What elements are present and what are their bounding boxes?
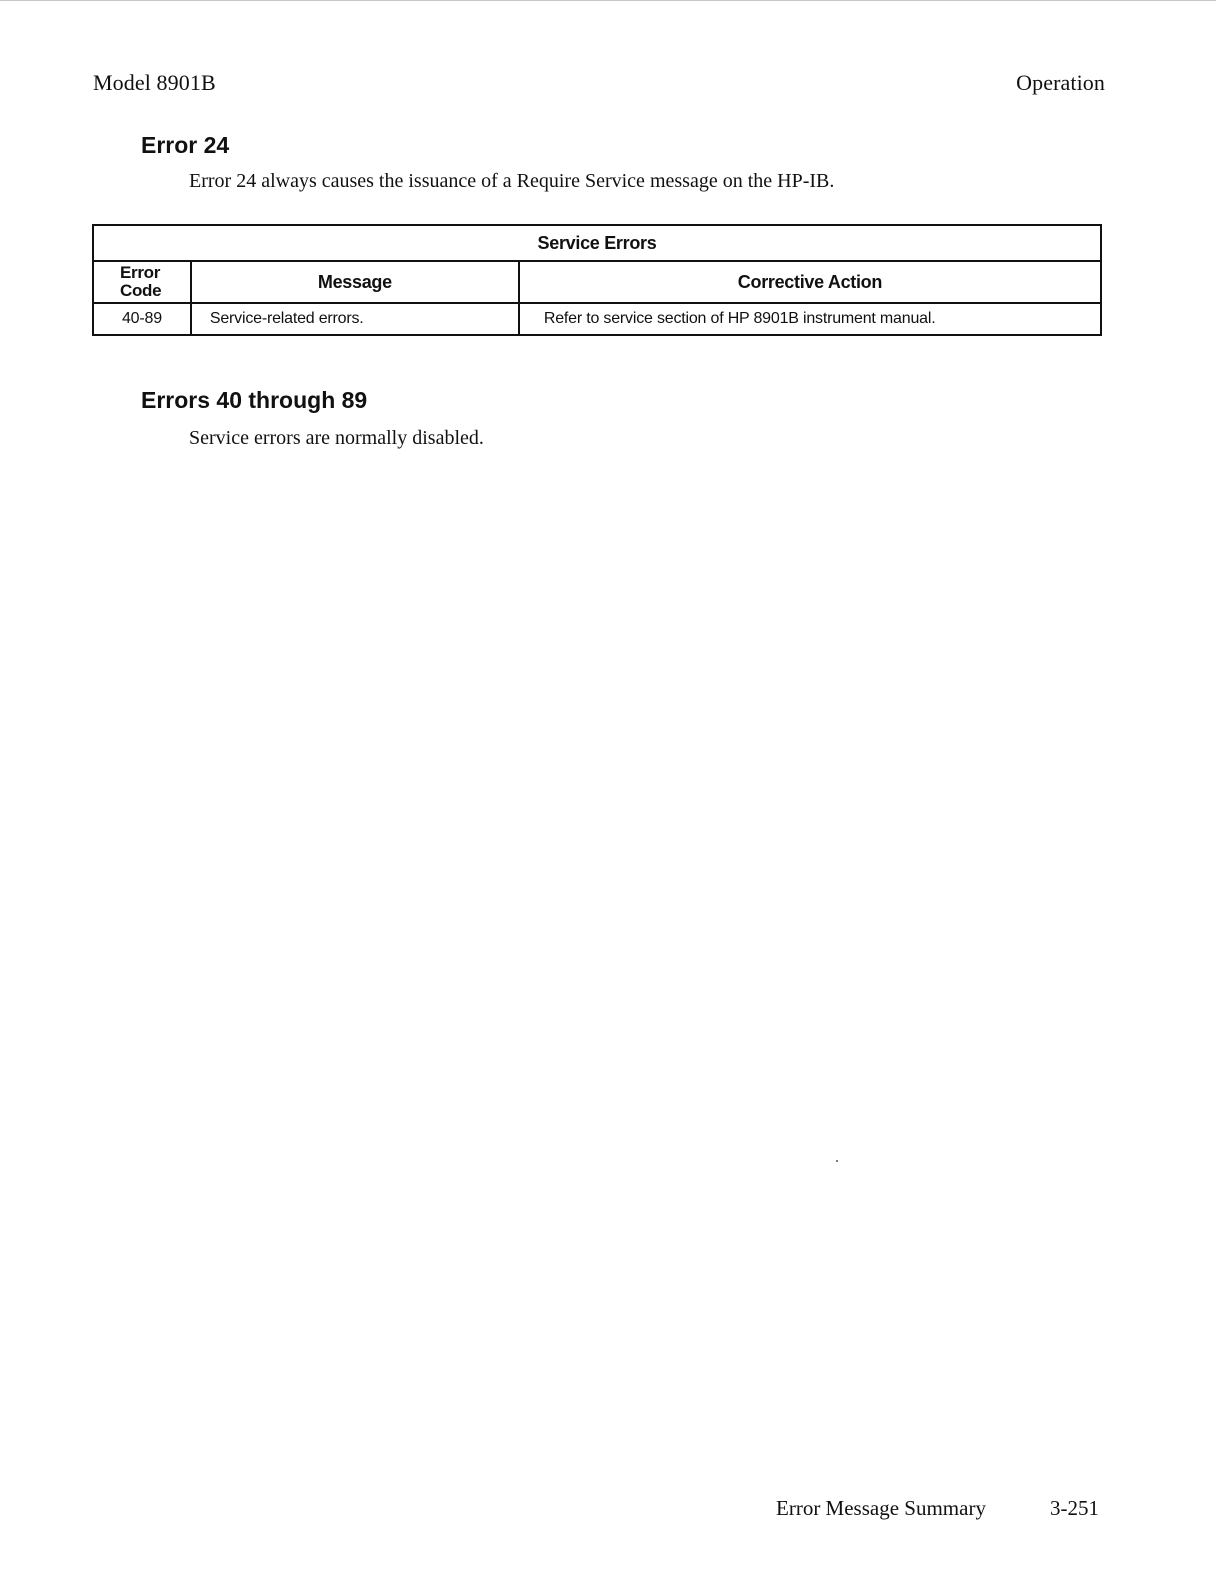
footer-section-label: Error Message Summary bbox=[776, 1496, 986, 1520]
column-header-message: Message bbox=[191, 261, 519, 303]
section-title-errors-40-89: Errors 40 through 89 bbox=[141, 387, 368, 413]
running-header-section: Operation bbox=[1016, 70, 1105, 95]
table-caption: Service Errors bbox=[93, 225, 1101, 261]
service-errors-table bbox=[92, 224, 1102, 336]
running-header-model: Model 8901B bbox=[93, 70, 216, 95]
section-body-error-24: Error 24 always causes the issuance of a Require Service message on the HP-IB. bbox=[189, 170, 835, 192]
section-body-errors-40-89: Service errors are normally disabled. bbox=[189, 427, 484, 449]
column-header-error-code: Error Code bbox=[93, 261, 191, 303]
table-cell-message: Service-related errors. bbox=[191, 303, 519, 335]
table-cell-corrective-action: Refer to service section of HP 8901B instrument manual. bbox=[519, 303, 1101, 335]
table-cell-error-code: 40-89 bbox=[93, 303, 191, 335]
page-top-rule bbox=[0, 0, 1216, 1]
scan-speck bbox=[836, 1160, 838, 1162]
table-row bbox=[93, 303, 1101, 335]
column-header-corrective-action: Corrective Action bbox=[519, 261, 1101, 303]
footer-page-number: 3-251 bbox=[1050, 1496, 1099, 1520]
section-title-error-24: Error 24 bbox=[141, 132, 230, 158]
